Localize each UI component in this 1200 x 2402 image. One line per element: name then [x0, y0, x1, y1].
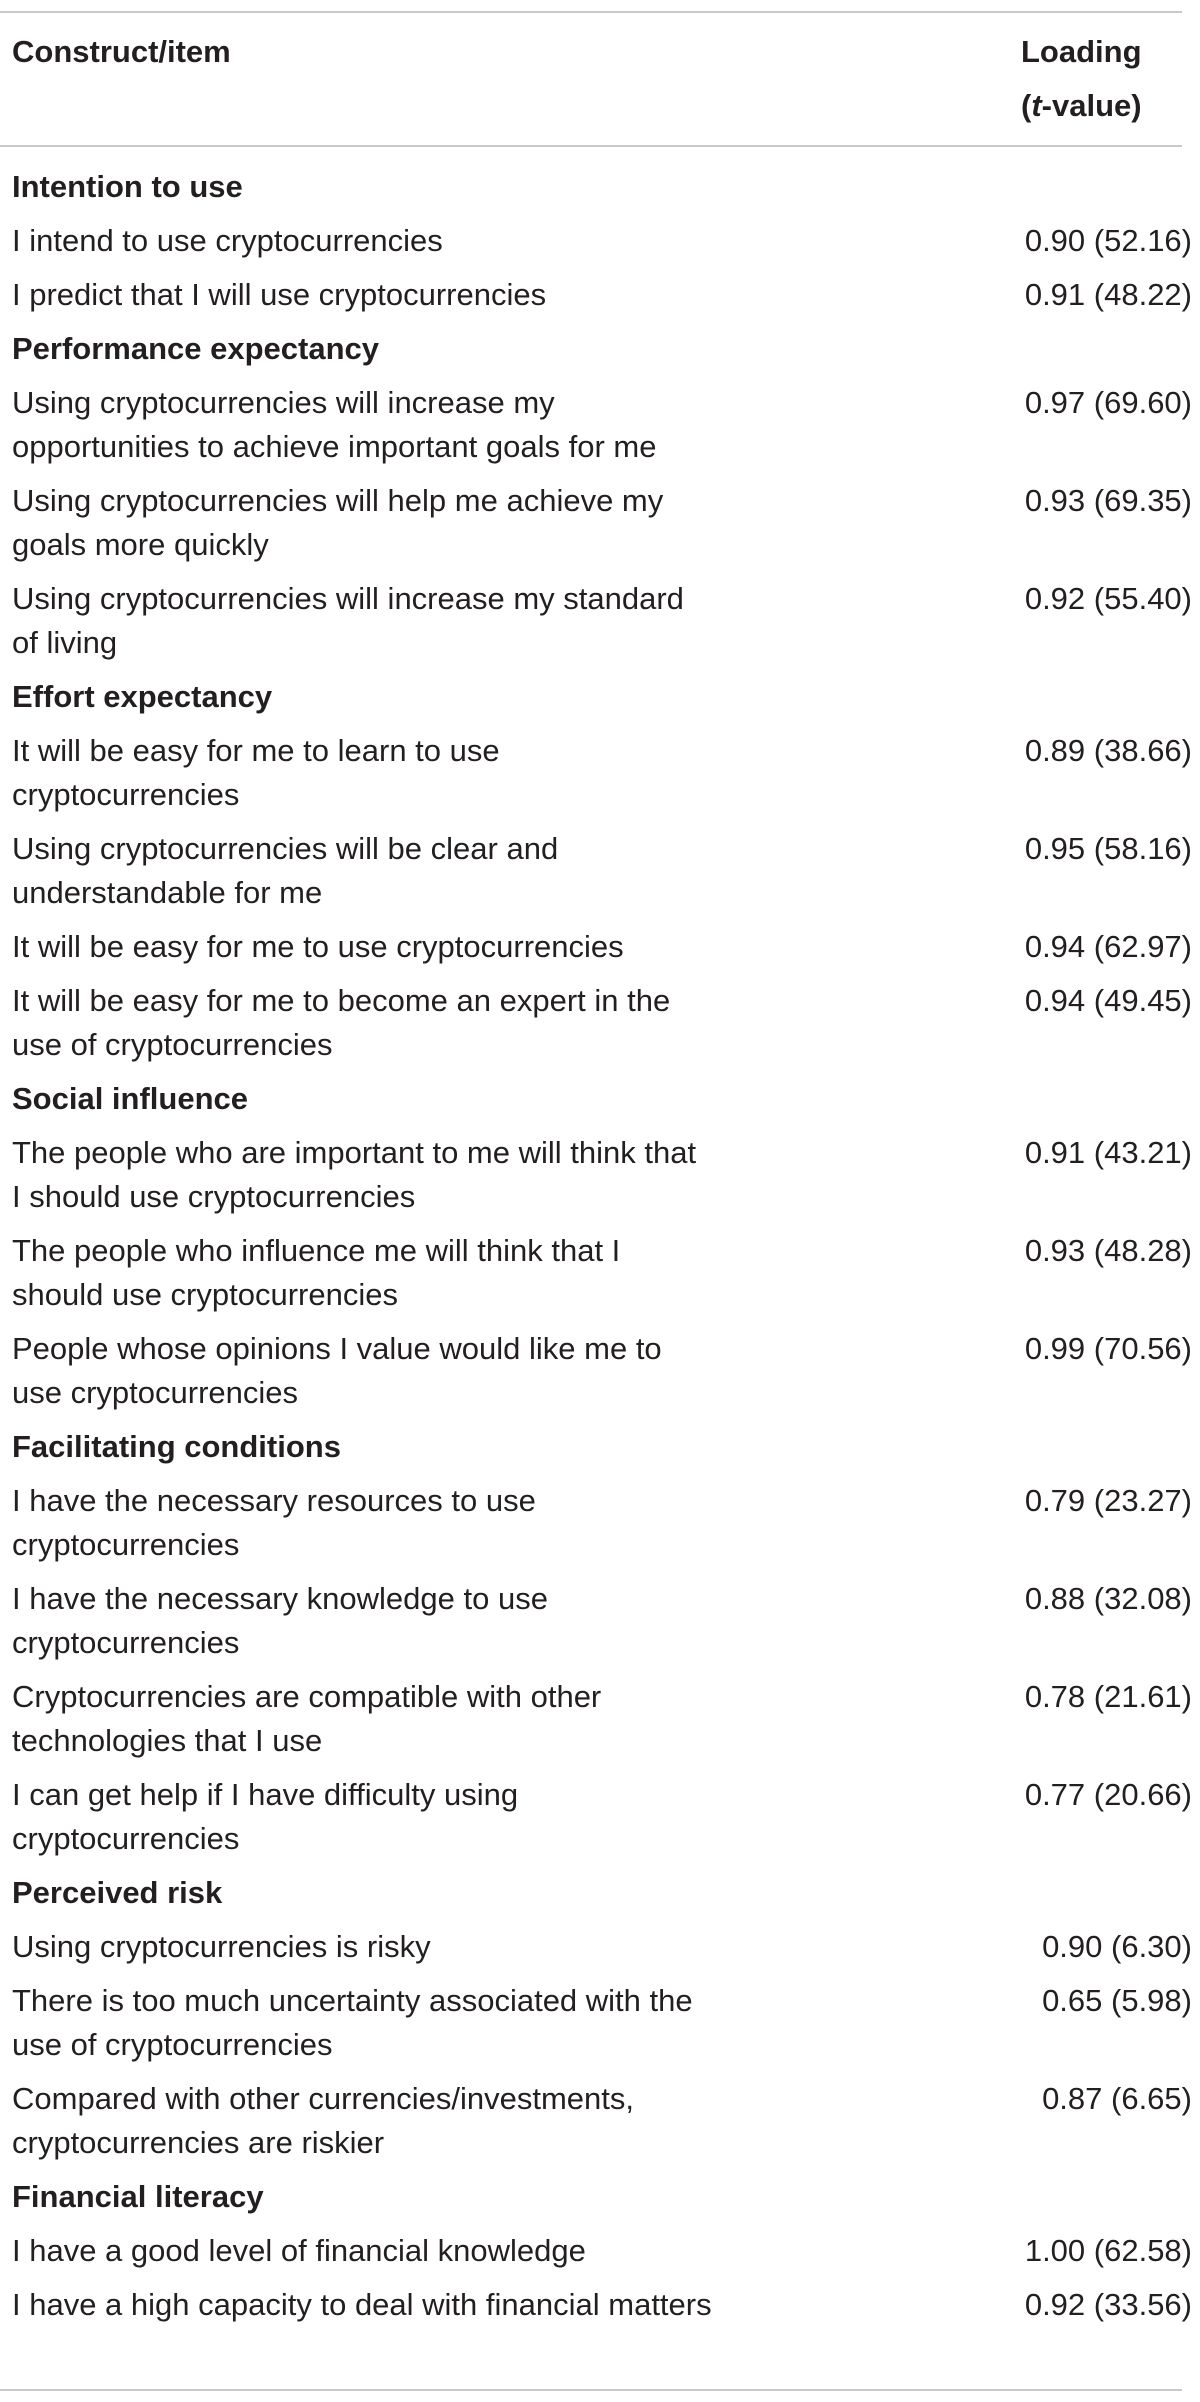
item-value: 0.89 (38.66): [1024, 733, 1192, 768]
item-value: 0.93 (48.28): [1024, 1233, 1192, 1268]
item-text: Using cryptocurrencies is risky: [12, 1929, 431, 1964]
item-text: Using cryptocurrencies will help me achieve my goals more quickly: [12, 483, 664, 562]
item-text: I intend to use cryptocurrencies: [12, 223, 443, 258]
section-heading: Financial literacy: [12, 2179, 264, 2214]
section-heading: Facilitating conditions: [12, 1429, 341, 1464]
item-text: The people who are important to me will think that I should use cryptocurrencies: [12, 1135, 697, 1214]
top-rule: [0, 11, 1182, 13]
item-text: I have a high capacity to deal with financial matters: [12, 2287, 712, 2322]
section-heading: Social influence: [12, 1081, 249, 1116]
item-value: 0.78 (21.61): [1024, 1679, 1192, 1714]
item-text: I have a good level of financial knowledge: [12, 2233, 586, 2268]
item-value: 0.91 (43.21): [1024, 1135, 1192, 1170]
item-value: 0.95 (58.16): [1024, 831, 1192, 866]
item-text: I have the necessary knowledge to use cryptocurrencies: [12, 1581, 548, 1660]
item-value: 0.87 (6.65): [1042, 2081, 1192, 2116]
item-value: 0.92 (55.40): [1024, 581, 1192, 616]
item-value: 0.90 (52.16): [1024, 223, 1192, 258]
item-value: 0.88 (32.08): [1024, 1581, 1192, 1616]
item-text: I predict that I will use cryptocurrencies: [12, 277, 547, 312]
header-rule: [0, 145, 1182, 147]
item-text: I have the necessary resources to use cryptocurrencies: [12, 1483, 536, 1562]
section-heading: Perceived risk: [12, 1875, 223, 1910]
section-heading: Performance expectancy: [12, 331, 380, 366]
bottom-rule: [0, 2389, 1182, 2391]
item-text: It will be easy for me to learn to use cryptocurrencies: [12, 733, 500, 812]
item-value: 0.97 (69.60): [1024, 385, 1192, 420]
item-text: The people who influence me will think that I should use cryptocurrencies: [12, 1233, 621, 1312]
item-text: Using cryptocurrencies will be clear and understandable for me: [12, 831, 559, 910]
item-value: 0.91 (48.22): [1024, 277, 1192, 312]
header-t-suffix: -value): [1041, 88, 1142, 123]
header-construct-item: Construct/item: [12, 34, 231, 69]
item-text: I can get help if I have difficulty using cryptocurrencies: [12, 1777, 519, 1856]
item-text: There is too much uncertainty associated with the use of cryptocurrencies: [12, 1983, 693, 2062]
item-value: 0.77 (20.66): [1024, 1777, 1192, 1812]
item-value: 0.79 (23.27): [1024, 1483, 1192, 1518]
section-heading: Effort expectancy: [12, 679, 273, 714]
section-heading: Intention to use: [12, 169, 243, 204]
item-text: Compared with other currencies/investments, cryptocurrencies are riskier: [12, 2081, 634, 2160]
item-text: It will be easy for me to become an expert in the use of cryptocurrencies: [12, 983, 671, 1062]
item-value: 0.99 (70.56): [1024, 1331, 1192, 1366]
item-value: 0.94 (49.45): [1024, 983, 1192, 1018]
item-value: 0.92 (33.56): [1024, 2287, 1192, 2322]
item-value: 0.65 (5.98): [1042, 1983, 1192, 2018]
item-value: 0.93 (69.35): [1024, 483, 1192, 518]
item-value: 0.94 (62.97): [1024, 929, 1192, 964]
header-t-italic: t: [1031, 88, 1042, 123]
item-text: Cryptocurrencies are compatible with other technologies that I use: [12, 1679, 602, 1758]
item-text: Using cryptocurrencies will increase my opportunities to achieve important goals for me: [12, 385, 657, 464]
header-t-value: (t-value): [1021, 88, 1142, 123]
item-value: 0.90 (6.30): [1042, 1929, 1192, 1964]
item-value: 1.00 (62.58): [1024, 2233, 1192, 2268]
item-text: It will be easy for me to use cryptocurrencies: [12, 929, 624, 964]
header-loading: Loading: [1021, 34, 1142, 69]
item-text: People whose opinions I value would like me to use cryptocurrencies: [12, 1331, 662, 1410]
item-text: Using cryptocurrencies will increase my standard of living: [12, 581, 684, 660]
